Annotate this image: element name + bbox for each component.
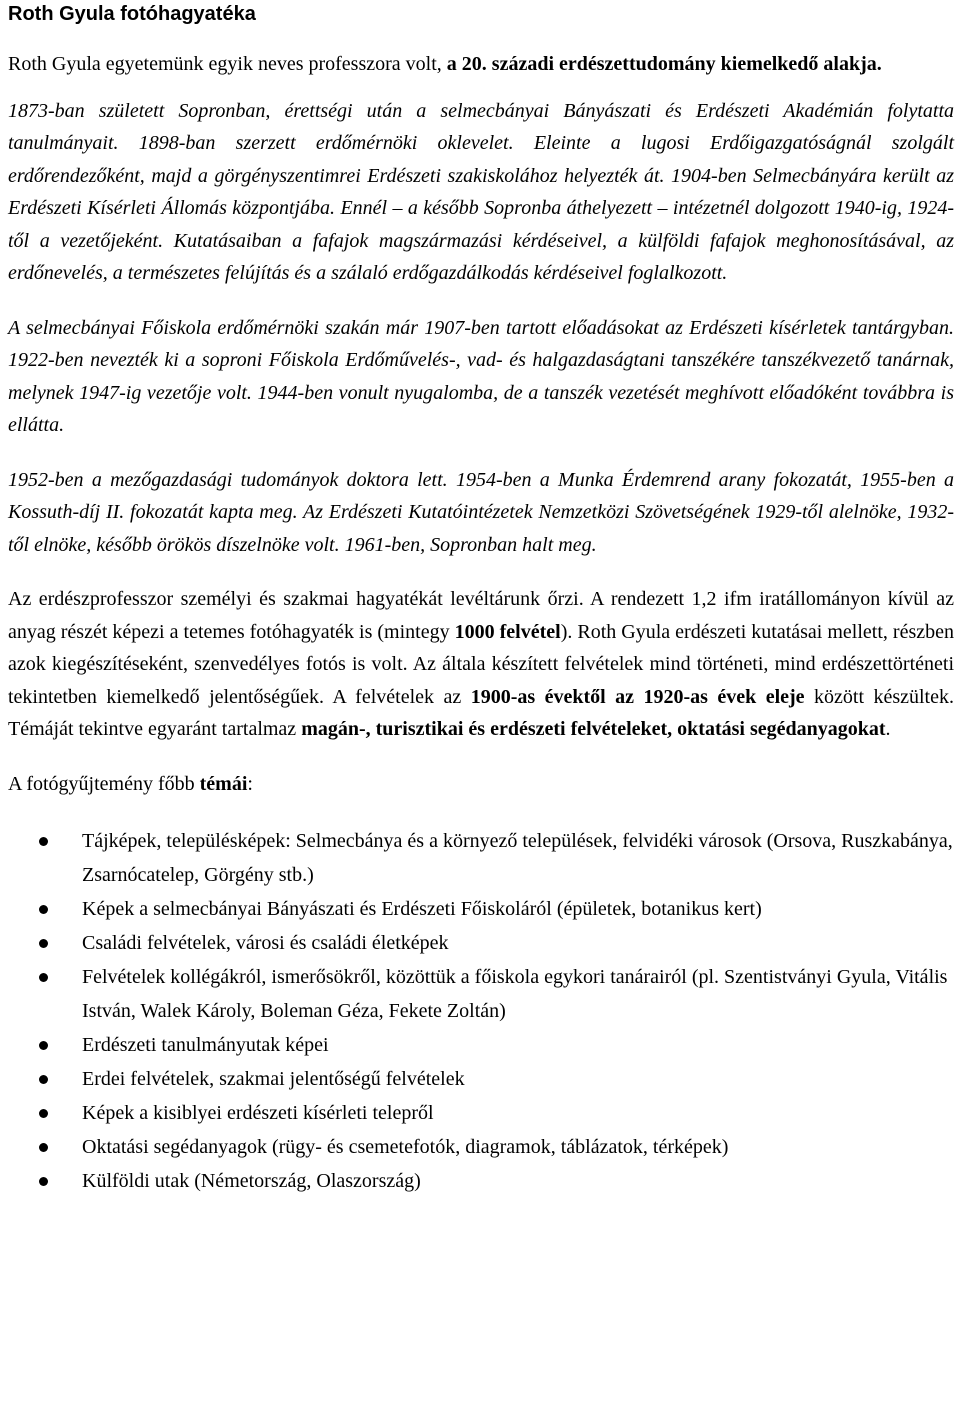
list-item (8, 1164, 954, 1198)
list-item (8, 926, 954, 960)
legacy-text-1: Az erdészprofesszor személyi és szakmai hagyatékát levéltárunk őrzi. A rendezett 1,2 ifm iratállományon kívül az anyag részét képezi a tetemes fotóhagyaték is (mintegy (8, 588, 954, 643)
list-item-text: Családi felvételek, városi és családi életképek (82, 931, 449, 954)
intro-paragraph (8, 48, 954, 81)
bio-paragraph: 1873-ban született Sopronban, érettségi után a selmecbányai Bányászati és Erdészeti Akadémián folytatta tanulmányait. 1898-ban szerzett erdőmérnöki oklevelet. Eleinte a lugosi Erdőigazgatóságnál szolgált erdőrendezőként, majd a görgényszentimrei Erdészeti szakiskolához helyezték át. 1904-ben Selmecbányára került az Erdészeti Kísérleti Állomás központjába. Ennél – a később Sopronba áthelyezett – intézetnél dolgozott 1940-ig, 1924-től a vezetőjeként. Kutatásaiban a fafajok magszármazási kérdéseivel, a külföldi fafajok meghonosításával, az erdőnevelés, a természetes felújítás és a szálaló erdőgazdálkodás kérdéseivel foglalkozott. (8, 99, 954, 284)
bullet-icon (39, 1041, 48, 1050)
list-item (8, 1096, 954, 1130)
legacy-bold-photo-count: 1000 felvétel (454, 620, 561, 643)
legacy-text-3: között készültek. Témáját tekintve egyaránt tartalmaz (8, 685, 954, 740)
themes-intro-end: : (247, 772, 253, 795)
bullet-icon (39, 939, 48, 948)
career-paragraph: A selmecbányai Főiskola erdőmérnöki szakán már 1907-ben tartott előadásokat az Erdészeti kísérletek tantárgyban. 1922-ben nevezték ki a soproni Főiskola Erdőművelés-, vad- és halgazdaságtani tanszékére tanszékvezető tanárnak, melynek 1947-ig vezetője volt. 1944-ben vonult nyugalomba, de a tanszék vezetését meghívott előadóként továbbra is ellátta. (8, 316, 954, 436)
legacy-text-4: . (885, 718, 891, 740)
list-item-text: Külföldi utak (Németország, Olaszország) (82, 1169, 421, 1192)
spacer (8, 442, 954, 464)
list-item-text: Erdészeti tanulmányutak képei (82, 1033, 329, 1056)
list-item (8, 1130, 954, 1164)
list-item-text: Képek a kisiblyei erdészeti kísérleti telepről (82, 1101, 434, 1124)
themes-intro-bold: témái (199, 772, 248, 795)
list-item (8, 824, 954, 892)
list-item-text: Felvételek kollégákról, ismerősökről, közöttük a főiskola egykori tanárairól (pl. Szentistványi Gyula, Vitális István, Walek Károly, Boleman Géza, Fekete Zoltán) (82, 965, 948, 1022)
spacer (8, 561, 954, 583)
legacy-bold-period: 1900-as évektől az 1920-as évek eleje (470, 685, 805, 708)
spacer (8, 290, 954, 312)
legacy-text-2: ). Roth Gyula erdészeti kutatásai mellett, részben azok kiegészítéseként, szenvedélyes fotós is volt. Az általa készített felvételek mind történeti, mind erdészettörténeti tekintetben kiemelkedő jelentőségűek. A felvételek az (8, 620, 954, 708)
bullet-icon (39, 1109, 48, 1118)
bullet-icon (39, 1177, 48, 1186)
spacer (8, 81, 954, 95)
list-item-text: Képek a selmecbányai Bányászati és Erdészeti Főiskoláról (épületek, botanikus kert) (82, 897, 762, 920)
list-item (8, 960, 954, 1028)
list-item (8, 1028, 954, 1062)
themes-intro (8, 768, 954, 800)
bullet-icon (39, 1075, 48, 1084)
honors-paragraph: 1952-ben a mezőgazdasági tudományok doktora lett. 1954-ben a Munka Érdemrend arany fokozatát, 1955-ben a Kossuth-díj II. fokozatát kapta meg. Az Erdészeti Kutatóintézetek Nemzetközi Szövetségének 1929-től alelnöke, 1932-től elnöke, később örökös díszelnöke volt. 1961-ben, Sopronban halt meg. (8, 468, 954, 556)
legacy-paragraph (8, 583, 954, 746)
themes-intro-text: A fotógyűjtemény főbb (8, 772, 200, 795)
list-item (8, 892, 954, 926)
bullet-icon (39, 1143, 48, 1152)
list-item-text: Erdei felvételek, szakmai jelentőségű felvételek (82, 1067, 465, 1090)
document-title: Roth Gyula fotóhagyatéka (8, 3, 256, 25)
legacy-bold-types: magán-, turisztikai és erdészeti felvételeket, oktatási segédanyagokat (301, 718, 886, 740)
list-item (8, 1062, 954, 1096)
bullet-icon (39, 837, 48, 846)
intro-text: Roth Gyula egyetemünk egyik neves professzora volt, (8, 53, 447, 75)
bullet-icon (39, 973, 48, 982)
list-item-text: Tájképek, településképek: Selmecbánya és a környező települések, felvidéki városok (Orsova, Ruszkabánya, Zsarnócatelep, Görgény stb.) (82, 829, 953, 886)
list-item-text: Oktatási segédanyagok (rügy- és csemetefotók, diagramok, táblázatok, térképek) (82, 1135, 729, 1158)
bullet-icon (39, 905, 48, 914)
spacer (8, 746, 954, 768)
themes-list (8, 824, 954, 1198)
intro-bold-text: a 20. századi erdészettudomány kiemelkedő alakja. (446, 53, 882, 75)
